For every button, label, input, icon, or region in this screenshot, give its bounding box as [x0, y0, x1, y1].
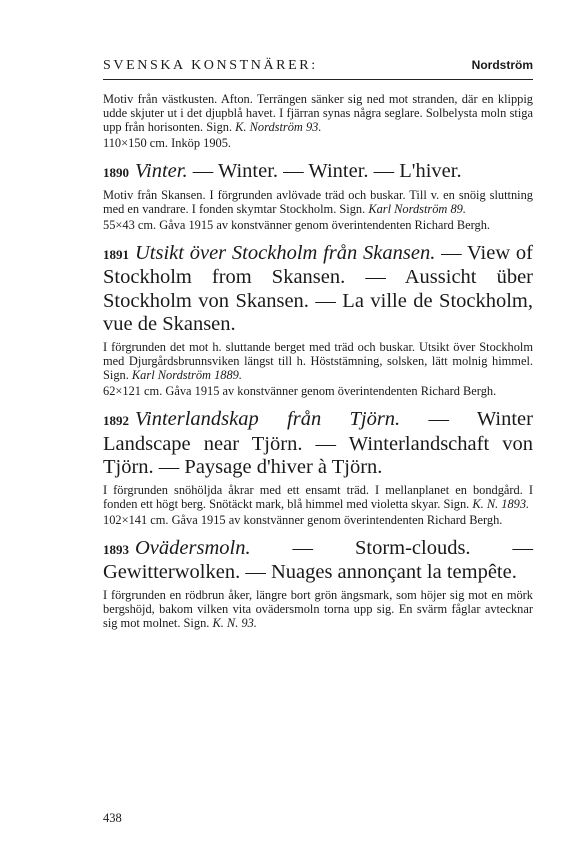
catalog-entry-1891 — [103, 242, 533, 398]
page-number: 438 — [103, 811, 122, 825]
header-artist-name: Nordström — [471, 58, 533, 72]
signature: K. N. 1893. — [472, 496, 530, 511]
entry-description: I förgrunden en rödbrun åker, längre bort grön ängsmark, som höjer sig mot en mörk bergshöjd, bakom vilken vita ovädersmoln torna upp sig. En svärm fåglar avtecknar sig mot molnet. Sign. K. N. 93. — [103, 587, 533, 631]
entry-meta: 102×141 cm. Gåva 1915 av konstvänner genom överintendenten Richard Bergh. — [103, 512, 503, 527]
entry-number: 1891 — [103, 246, 129, 262]
signature: Karl Nordström 1889. — [131, 368, 242, 383]
entry-meta: 62×121 cm. Gåva 1915 av konstvänner genom överintendenten Richard Bergh. — [103, 384, 497, 399]
entry-description: I förgrunden snöhöljda åkrar med ett ensamt träd. I mellanplanet en bondgård. I fonden ett högt berg. Snötäckt mark, blå himmel med violetta skyar. Sign. K. N. 1893. — [103, 482, 533, 511]
entry-title: 1892 Vinterlandskap från Tjörn. — Winter Landscape near Tjörn. — Winterlandschaft von Tjörn. — Paysage d'hiver à Tjörn. — [103, 408, 533, 479]
entry-continuation — [103, 92, 533, 150]
entry-number: 1890 — [103, 165, 129, 181]
entry-description: Motiv från Skansen. I förgrunden avlövade träd och buskar. Till v. en snöig sluttning med en vandrare. I fonden skymtar Stockholm. Sign. Karl Nordström 89. — [103, 187, 533, 216]
header-section-title: SVENSKA KONSTNÄRER: — [103, 58, 318, 73]
catalog-entry-1892 — [103, 408, 533, 527]
running-header — [103, 58, 533, 80]
entry-number: 1893 — [103, 541, 129, 557]
page-body — [103, 58, 533, 630]
entry-meta: 55×43 cm. Gåva 1915 av konstvänner genom överintendenten Richard Bergh. — [103, 217, 490, 232]
signature: K. Nordström 93. — [235, 120, 322, 135]
entry-meta: 110×150 cm. Inköp 1905. — [103, 136, 232, 151]
entry-description: I förgrunden det mot h. sluttande berget med träd och buskar. Utsikt över Stockholm med Djurgårdsbrunnsviken längst till h. Höststämning, solsken, lätt molnig himmel. Sign. Karl Nordström 1889. — [103, 339, 533, 383]
entry-title: 1891 Utsikt över Stockholm från Skansen. — View of Stockholm from Skansen. — Aussicht über Stockholm von Skansen. — La ville de Stockholm, vue de Skansen. — [103, 241, 533, 336]
entry-title: 1893 Ovädersmoln. — Storm-clouds. — Gewitterwolken. — Nuages annonçant la tempête. — [103, 536, 533, 584]
signature: Karl Nordström 89. — [368, 201, 466, 216]
catalog-entry-1893 — [103, 537, 533, 630]
entry-title: 1890 Vinter. — Winter. — Winter. — L'hiver. — [103, 160, 462, 183]
signature: K. N. 93. — [212, 616, 257, 631]
entry-number: 1892 — [103, 413, 129, 429]
catalog-entry-1890 — [103, 160, 533, 232]
entry-description: Motiv från västkusten. Afton. Terrängen sänker sig ned mot stranden, där en klippig udde skjuter ut i det djupblå havet. I fjärran synas några seglare. Solbelysta moln stiga upp från horisonten. Sign. K. Nordström 93. — [103, 92, 533, 135]
